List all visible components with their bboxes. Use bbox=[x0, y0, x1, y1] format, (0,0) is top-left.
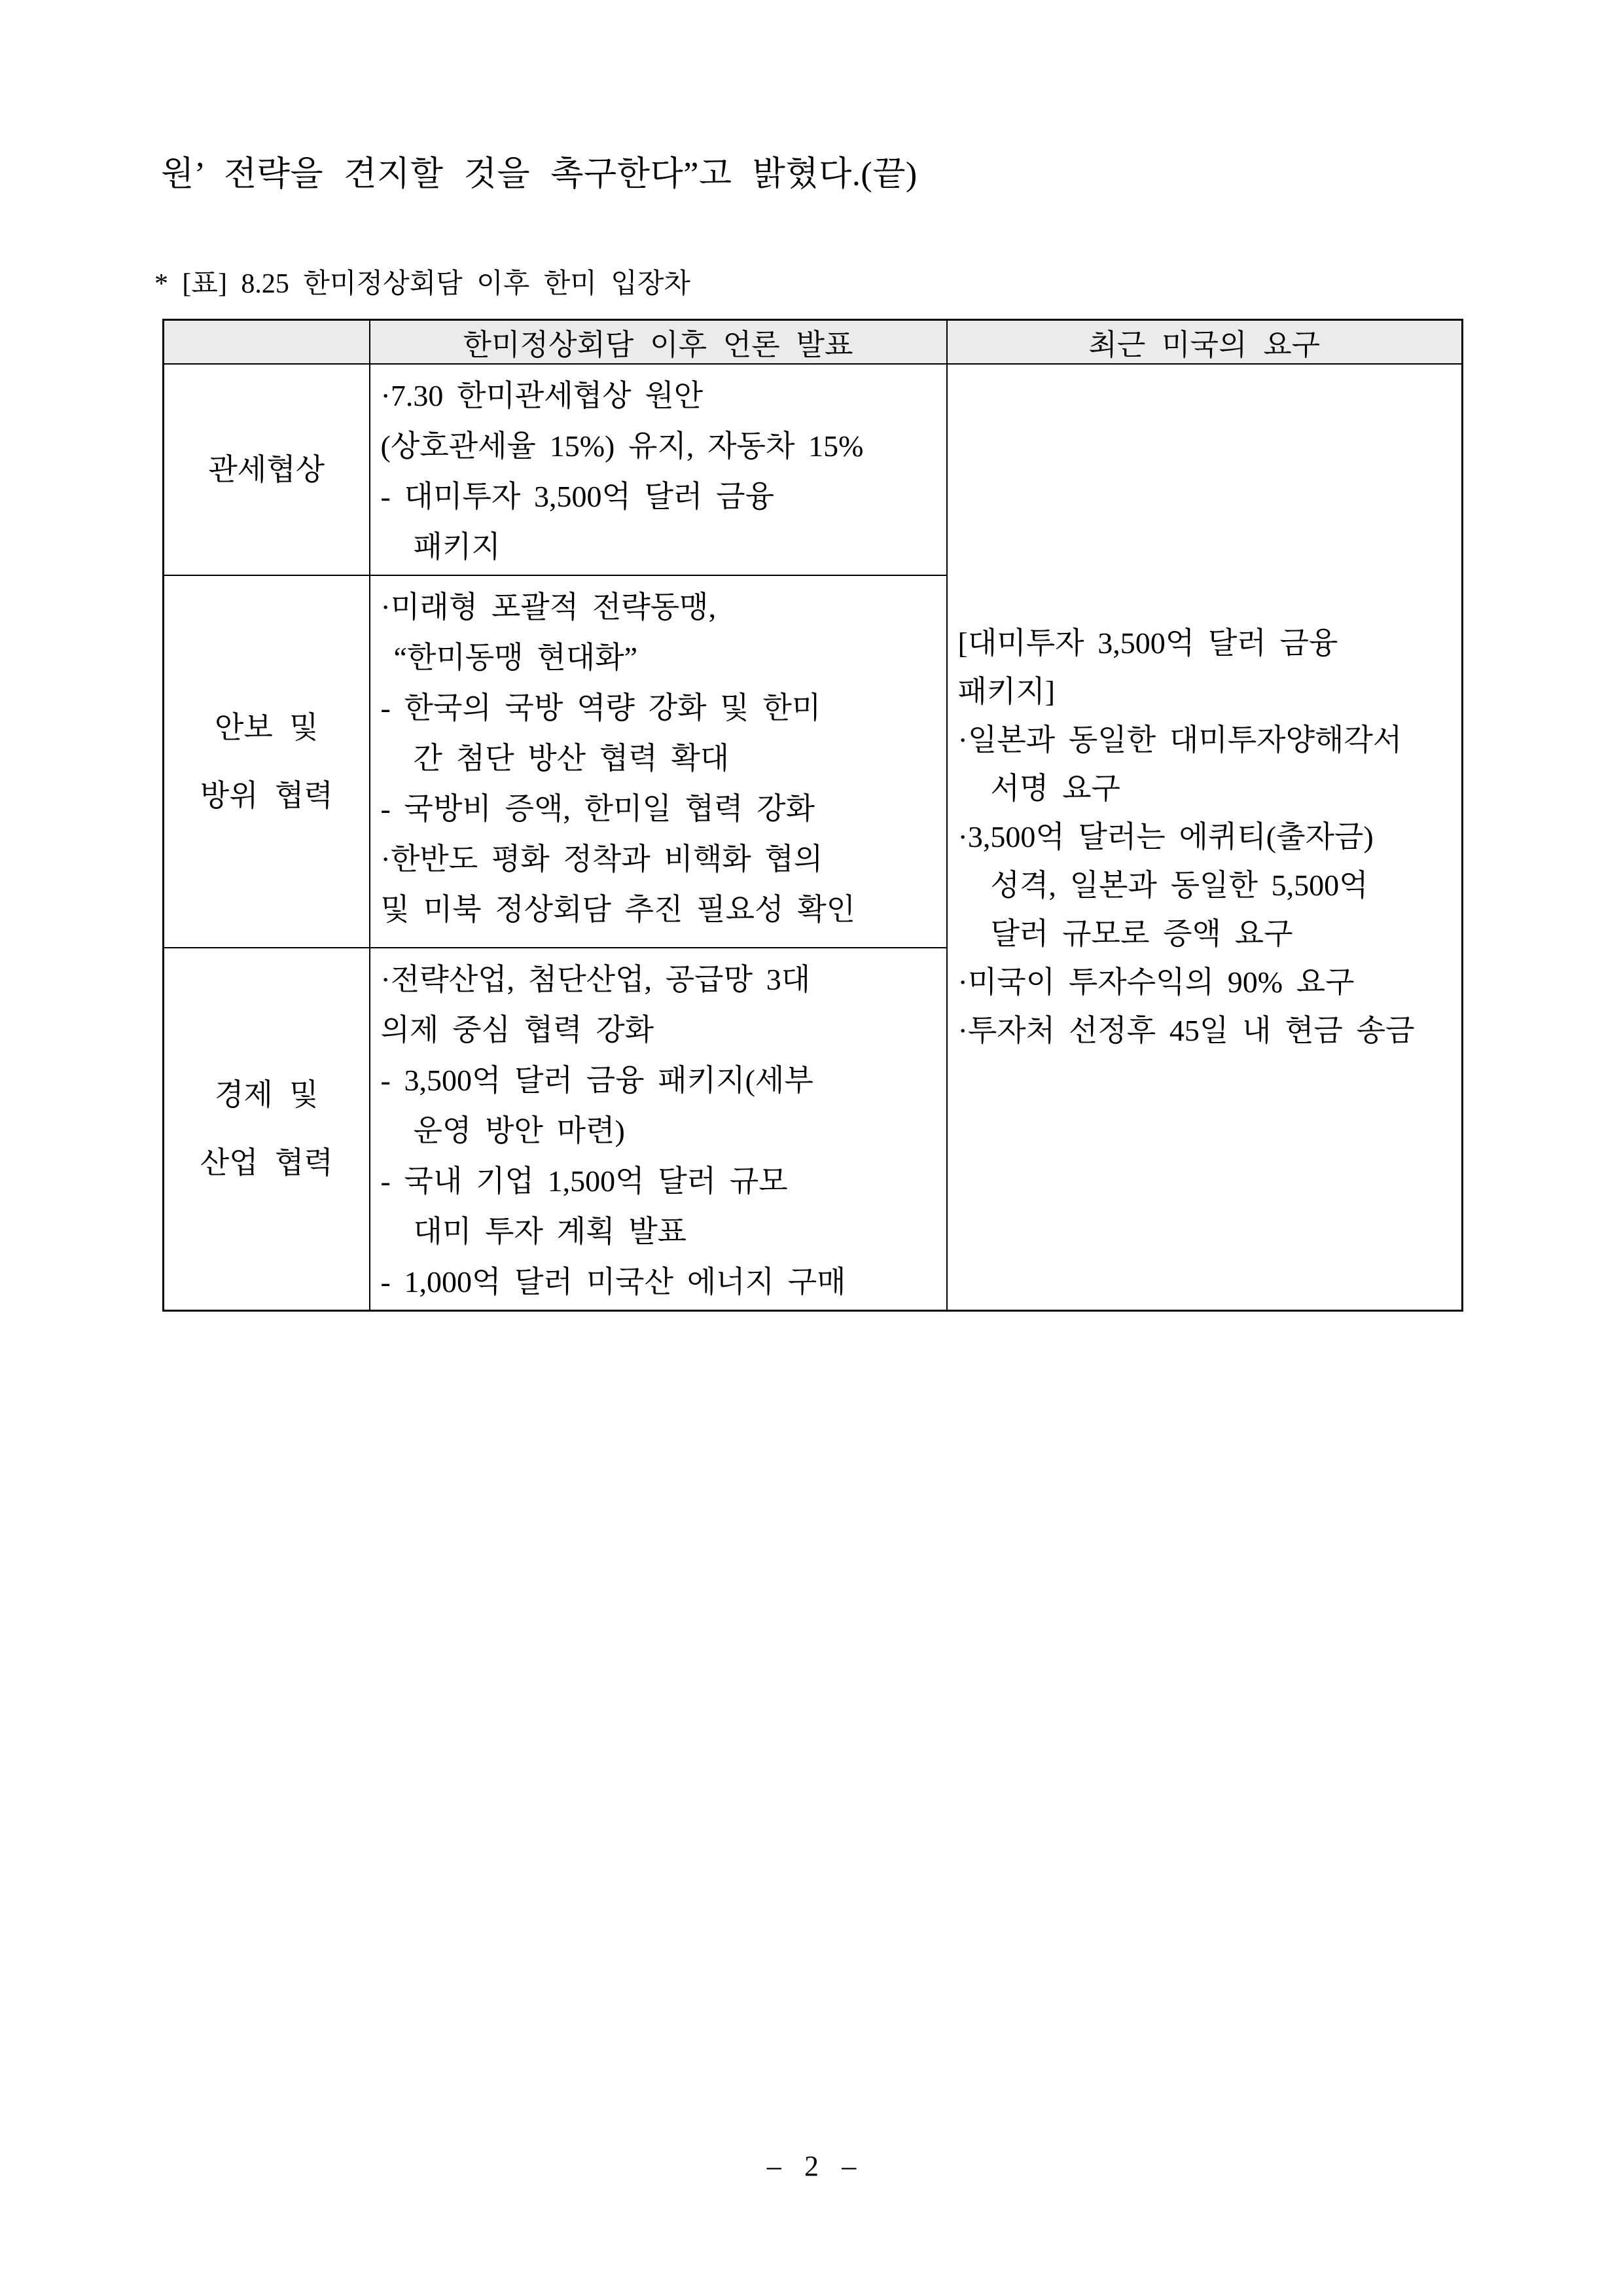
text-line: - 1,000억 달러 미국산 에너지 구매 bbox=[380, 1265, 846, 1299]
row-label-economy-industry bbox=[164, 948, 370, 1311]
table-header-row bbox=[164, 320, 1463, 365]
header-cell-press-announcements: 한미정상회담 이후 언론 발표 bbox=[370, 320, 947, 365]
body-paragraph: 원’ 전략을 견지할 것을 촉구한다”고 밝혔다.(끝) bbox=[161, 156, 918, 193]
header-cell-category bbox=[164, 320, 370, 365]
cell-us-demands-merged bbox=[947, 364, 1463, 1311]
text-line: 안보 및 bbox=[214, 710, 319, 744]
cell-tariff-press-content bbox=[370, 364, 947, 575]
text-line: 달러 규모로 증액 요구 bbox=[990, 917, 1293, 950]
text-line: 산업 협력 bbox=[200, 1146, 333, 1179]
text-line: 경제 및 bbox=[214, 1078, 319, 1111]
header-cell-us-demands: 최근 미국의 요구 bbox=[947, 320, 1463, 365]
text-line: “한미동맹 현대화” bbox=[393, 641, 638, 674]
text-line: (상호관세율 15%) 유지, 자동차 15% bbox=[380, 429, 864, 463]
text-line: ·미래형 포괄적 전략동맹, bbox=[380, 590, 717, 624]
text-line: ·일본과 동일한 대미투자양해각서 bbox=[957, 723, 1402, 757]
row-label-tariff-negotiation bbox=[164, 364, 370, 575]
text-line: 성격, 일본과 동일한 5,500억 bbox=[990, 869, 1368, 902]
cell-economy-press-content bbox=[370, 948, 947, 1311]
text-line: 및 미북 정상회담 추진 필요성 확인 bbox=[380, 893, 856, 926]
text-line: ·미국이 투자수익의 90% 요구 bbox=[957, 965, 1355, 999]
text-line: [대미투자 3,500억 달러 금융 bbox=[957, 626, 1338, 660]
text-line: 방위 협력 bbox=[200, 778, 333, 812]
text-line: ·3,500억 달러는 에퀴티(출자금) bbox=[957, 820, 1374, 853]
text-line: - 한국의 국방 역량 강화 및 한미 bbox=[380, 691, 821, 725]
row-label-security-defense bbox=[164, 575, 370, 948]
text-line: ·전략산업, 첨단산업, 공급망 3대 bbox=[380, 963, 811, 996]
table-row-tariff bbox=[164, 364, 1463, 575]
text-line: - 3,500억 달러 금융 패키지(세부 bbox=[380, 1064, 813, 1097]
text-line: 운영 방안 마련) bbox=[413, 1114, 625, 1147]
text-line: ·7.30 한미관세협상 원안 bbox=[380, 379, 704, 412]
text-line: - 국방비 증액, 한미일 협력 강화 bbox=[380, 792, 815, 825]
text-line: 서명 요구 bbox=[990, 772, 1120, 805]
text-line: 대미 투자 계획 발표 bbox=[413, 1215, 687, 1248]
text-line: 관세협상 bbox=[208, 452, 325, 486]
text-line: - 대미투자 3,500억 달러 금융 bbox=[380, 480, 775, 513]
text-line: 의제 중심 협력 강화 bbox=[380, 1013, 654, 1047]
text-line: ·한반도 평화 정착과 비핵화 협의 bbox=[380, 842, 823, 876]
page-number: – 2 – bbox=[766, 2150, 857, 2182]
text-line: ·투자처 선정후 45일 내 현금 송금 bbox=[957, 1014, 1415, 1047]
cell-security-press-content bbox=[370, 575, 947, 948]
text-line: - 국내 기업 1,500억 달러 규모 bbox=[380, 1164, 788, 1198]
text-line: 패키지 bbox=[413, 530, 501, 564]
text-line: 간 첨단 방산 협력 확대 bbox=[413, 742, 730, 775]
summit-positions-table bbox=[162, 319, 1463, 1312]
table-caption: * [표] 8.25 한미정상회담 이후 한미 입장차 bbox=[154, 269, 691, 299]
text-line: 패키지] bbox=[957, 675, 1056, 708]
